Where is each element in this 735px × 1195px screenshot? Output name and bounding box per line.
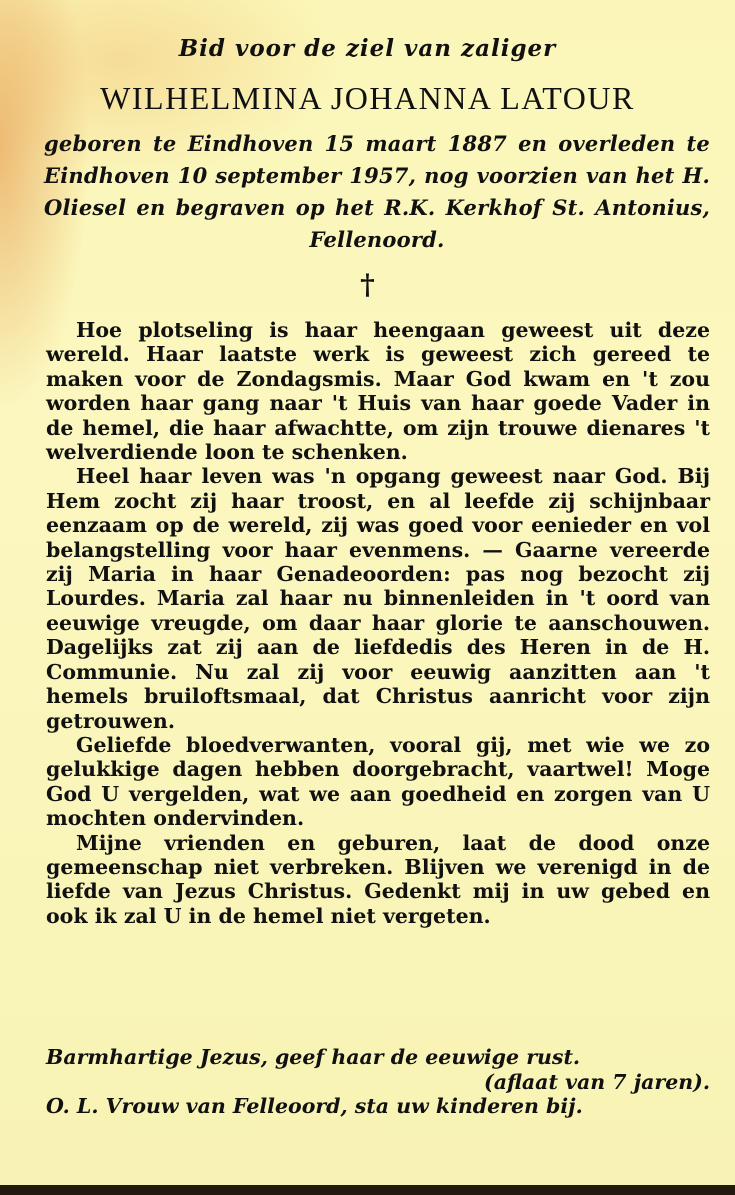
- indulgence-note: (aflaat van 7 jaren).: [484, 1070, 710, 1094]
- prayer-line: Barmhartige Jezus, geef haar de eeuwige rust.: [46, 1045, 581, 1069]
- intro-line: Bid voor de ziel van zaliger: [178, 35, 557, 62]
- cross-icon: †: [360, 268, 375, 301]
- paragraph-2: Heel haar leven was 'n opgang geweest naar God. Bij Hem zocht zij haar troost, en al leefde zij schijnbaar eenzaam op de wereld, zij was goed voor eenieder en vol belangstelling voor haar evenmens. — Gaarne vereerde zij Maria in haar Genadeoorden: pas nog bezocht zij Lourdes. Maria zal haar nu binnenleiden in 't oord van eeuwige vreugde, om daar haar glorie te aanschouwen. Dagelijks zat zij aan de liefdedis des Heren in de H. Communie. Nu zal zij voor eeuwig aanzitten aan 't hemels bruiloftsmaal, dat Christus aanricht voor zijn getrouwen.: [46, 464, 710, 733]
- paragraph-3: Geliefde bloedverwanten, vooral gij, met wie we zo gelukkige dagen hebben doorgebracht, vaartwel! Moge God U vergelden, wat we aan goedheid en zorgen van U mochten ondervinden.: [46, 732, 710, 831]
- deceased-name: WILHELMINA JOHANNA LATOUR: [100, 80, 635, 116]
- birth-death-details: geboren te Eindhoven 15 maart 1887 en overleden te Eindhoven 10 september 1957, nog voorzien van het H. Oliesel en begraven op het R.K. Kerkhof St. Antonius, Fellenoord.: [44, 131, 710, 252]
- memorial-text: [46, 318, 710, 928]
- paragraph-1: Hoe plotseling is haar heengaan geweest uit deze wereld. Haar laatste werk is geweest zich gereed te maken voor de Zondagsmis. Maar God kwam en 't zou worden haar gang naar 't Huis van haar goede Vader in de hemel, die haar afwachtte, om zijn trouwe dienares 't welverdiende loon te schenken.: [46, 318, 710, 465]
- paragraph-4: Mijne vrienden en geburen, laat de dood onze gemeenschap niet verbreken. Blijven we verenigd in de liefde van Jezus Christus. Gedenkt mij in uw gebed en ook ik zal U in de hemel niet vergeten.: [46, 830, 710, 928]
- bottom-edge: [0, 1185, 735, 1195]
- final-prayer-line: O. L. Vrouw van Felleoord, sta uw kinderen bij.: [46, 1094, 583, 1118]
